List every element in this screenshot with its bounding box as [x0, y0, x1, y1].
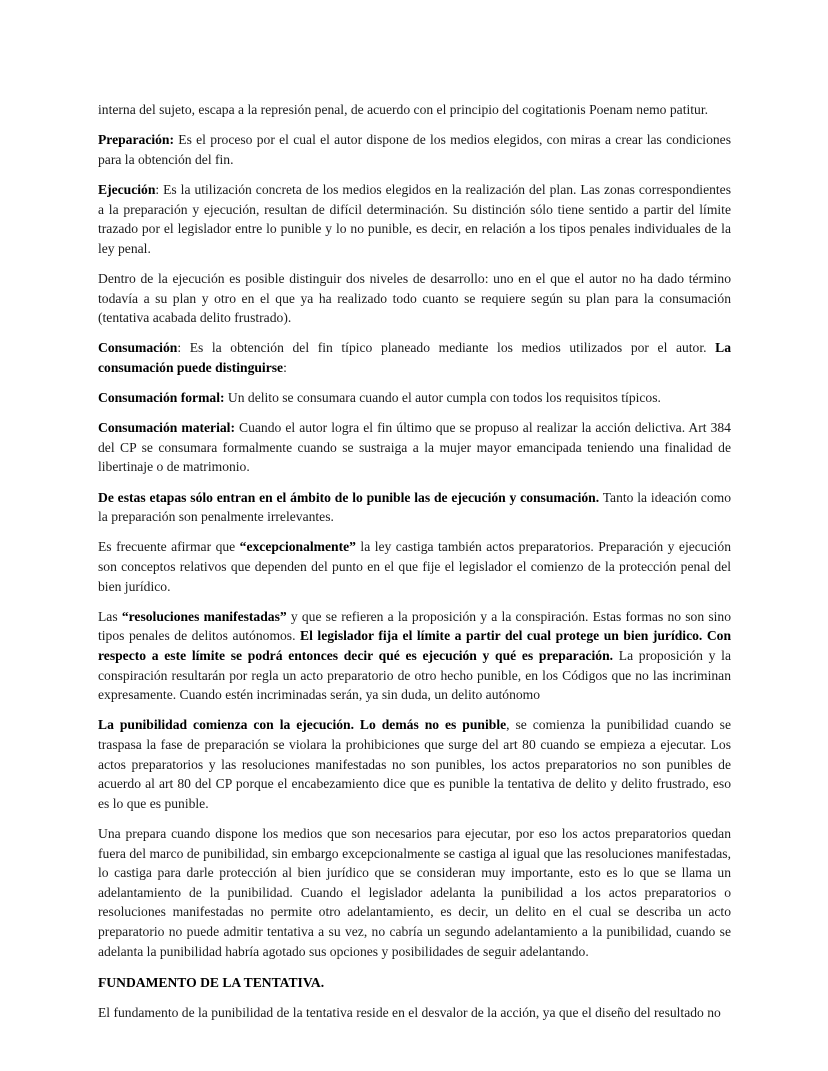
- bold-phrase: De estas etapas sólo entran en el ámbito de lo punible las de ejecución y consumación.: [98, 489, 600, 505]
- paragraph-text: interna del sujeto, escapa a la represión penal, de acuerdo con el principio del cogitationis Poenam nemo patitur.: [98, 102, 708, 117]
- term-label: Consumación material:: [98, 420, 235, 436]
- paragraph-consumacion: [98, 338, 731, 377]
- paragraph-intro: [98, 100, 731, 120]
- paragraph-text: la ley castiga también actos preparatorios. Preparación y ejecución son conceptos relativos que dependen del punto en el que fije el legislador el comienzo de la protección penal del bien jurídico.: [98, 539, 731, 594]
- paragraph-text: y que se refieren a la proposición y a la conspiración. Estas formas no son sino tipos penales de delitos autónomos.: [98, 608, 731, 644]
- term-label: Consumación formal:: [98, 390, 225, 406]
- paragraph-text: Es el proceso por el cual el autor dispone de los medios elegidos, con miras a crear las condiciones para la obtención del fin.: [98, 132, 731, 167]
- bold-phrase: “excepcionalmente”: [239, 539, 356, 555]
- section-heading: FUNDAMENTO DE LA TENTATIVA.: [98, 975, 325, 991]
- paragraph-text: La proposición y la conspiración resultarán por regla un acto preparatorio de otro hecho punible, en los Códigos que no las incriminan expresamente. Cuando estén incriminadas serán, ya sin duda, un delito autónomo: [98, 648, 731, 703]
- paragraph-excepcionalmente: [98, 537, 731, 596]
- paragraph-punibilidad: [98, 715, 731, 813]
- paragraph-consumacion-material: [98, 418, 731, 477]
- term-label: Preparación:: [98, 132, 175, 148]
- paragraph-text: Dentro de la ejecución es posible distinguir dos niveles de desarrollo: uno en el que el autor no ha dado término todavía a su plan y otro en el que ya ha realizado todo cuanto se requiere según su plan para la consumación (tentativa acabada delito frustrado).: [98, 270, 731, 326]
- bold-phrase: El legislador fija el límite a partir del cual protege un bien jurídico. Con respecto a este límite se podrá entonces decir qué es ejecución y qué es preparación.: [98, 628, 732, 663]
- paragraph-fundamento: [98, 1003, 731, 1023]
- paragraph-text: Las: [98, 608, 122, 624]
- paragraph-etapas: [98, 488, 731, 527]
- paragraph-text: : Es la obtención del fin típico planeado mediante los medios utilizados por el autor.: [177, 340, 716, 356]
- document-page: [98, 100, 731, 1033]
- term-label: Consumación: [98, 340, 178, 356]
- paragraph-text: Cuando el autor logra el fin último que se propuso al realizar la acción delictiva. Art 384 del CP se consumara formalmente cuando se sustraiga a la mujer mayor emancipada teniendo una finalidad de libertinaje o de matrimonio.: [98, 420, 731, 475]
- bold-phrase: La consumación puede distinguirse: [98, 340, 731, 375]
- paragraph-text: Es frecuente afirmar que: [98, 539, 240, 555]
- paragraph-ejecucion: [98, 180, 731, 258]
- paragraph-resoluciones: [98, 607, 731, 705]
- bold-phrase: La punibilidad comienza con la ejecución. Lo demás no es punible: [98, 717, 507, 733]
- paragraph-consumacion-formal: [98, 388, 731, 408]
- paragraph-text: Una prepara cuando dispone los medios que son necesarios para ejecutar, por eso los actos preparatorios quedan fuera del marco de punibilidad, sin embargo excepcionalmente se castiga al igual que las resoluciones manifestadas, lo castiga para darle protección al bien jurídico que se consideran muy importante, esto es lo que se llama un adelantamiento de la punibilidad. Cuando el legislador adelanta la punibilidad a los actos preparatorios o resoluciones manifestadas no permite otro adelantamiento, es decir, un delito en el cual se describa un acto preparatorio no puede admitir tentativa a su vez, no cabría un segundo adelantamiento a la punibilidad, cuando se adelanta la punibilidad habría agotado sus opciones y posibilidades de seguir adelantando.: [98, 825, 731, 959]
- paragraph-text: :: [283, 359, 287, 375]
- paragraph-text: , se comienza la punibilidad cuando se traspasa la fase de preparación se violara la prohibiciones que surge del art 80 cuando se empieza a ejecutar. Los actos preparatorios y las resoluciones manifestadas no son punibles, los actos preparatorios no son punibles de acuerdo al art 80 del CP porque el encabezamiento dice que es punible la tentativa de delito y delito frustrado, eso es lo que es punible.: [98, 717, 731, 811]
- paragraph-niveles: [98, 269, 731, 328]
- paragraph-text: Tanto la ideación como la preparación son penalmente irrelevantes.: [98, 489, 731, 525]
- paragraph-text: El fundamento de la punibilidad de la tentativa reside en el desvalor de la acción, ya que el diseño del resultado no: [98, 1005, 721, 1021]
- term-label: Ejecución: [98, 181, 156, 197]
- paragraph-preparacion: [98, 130, 731, 169]
- bold-phrase: “resoluciones manifestadas”: [121, 608, 287, 624]
- paragraph-text: : Es la utilización concreta de los medios elegidos en la realización del plan. Las zonas correspondientes a la preparación y ejecución, resultan de difícil determinación. Su distinción sólo tiene sentido a partir del límite trazado por el legislador entre lo punible y lo no punible, es decir, en relación a los tipos penales individuales de la ley penal.: [98, 181, 731, 256]
- paragraph-prepara: [98, 824, 731, 961]
- paragraph-text: Un delito se consumara cuando el autor cumpla con todos los requisitos típicos.: [224, 390, 661, 406]
